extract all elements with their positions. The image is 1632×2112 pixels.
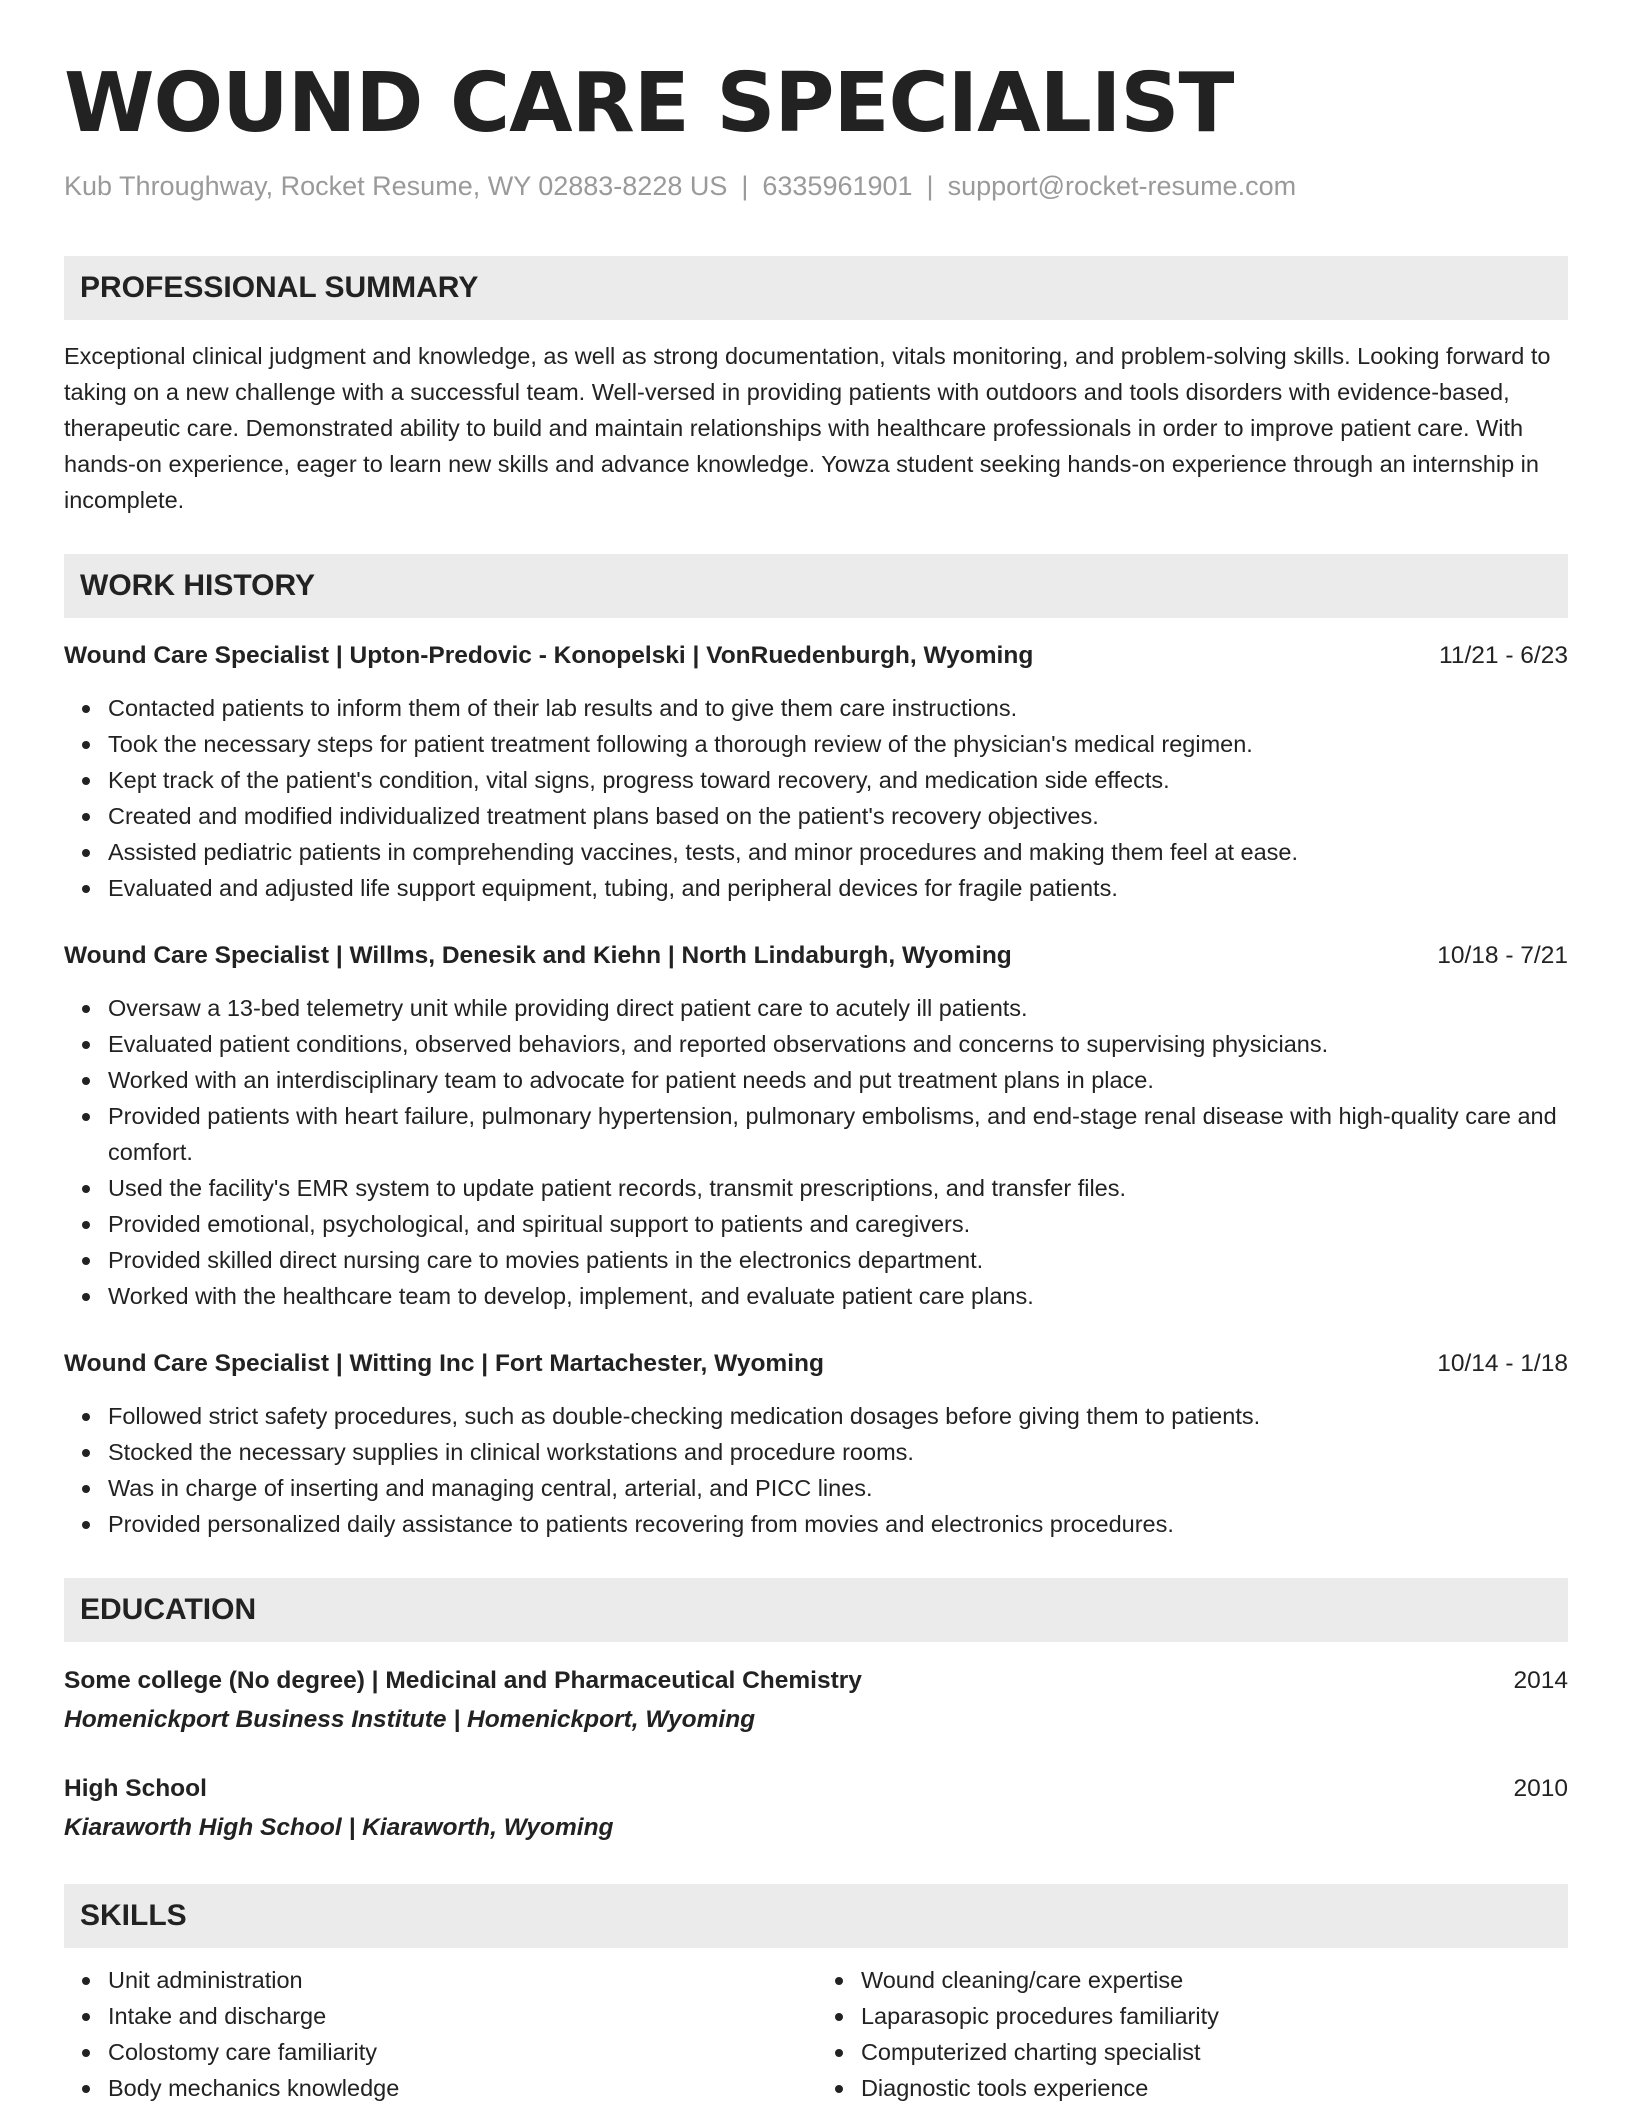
education-school: Kiaraworth High School | Kiaraworth, Wyoming: [64, 1814, 614, 1841]
job-bullet-list: [64, 1398, 1568, 1542]
summary-text: Exceptional clinical judgment and knowledge, as well as strong documentation, vitals monitoring, and problem-solving skills. Looking forward to taking on a new challenge with a successful team. Well-versed in providing patients with outdoors and tools disorders with evidence-based, therapeutic care. Demonstrated ability to build and maintain relationships with healthcare professionals in order to improve patient care. With hands-on experience, eager to learn new skills and advance knowledge. Yowza student seeking hands-on experience through an internship in incomplete.: [64, 343, 1551, 513]
job-entry: [64, 1346, 1568, 1542]
contact-separator: |: [741, 171, 749, 201]
skill-item: Intake and discharge: [108, 1998, 817, 2034]
job-bullet: Worked with an interdisciplinary team to advocate for patient needs and put treatment plans in place.: [108, 1062, 1568, 1098]
job-bullet: Worked with the healthcare team to develop, implement, and evaluate patient care plans.: [108, 1278, 1568, 1314]
skill-item: Laparasopic procedures familiarity: [861, 1998, 1568, 2034]
education-header: [64, 1662, 1568, 1700]
job-bullet: Evaluated and adjusted life support equipment, tubing, and peripheral devices for fragile patients.: [108, 870, 1568, 906]
skill-item: Unit administration: [108, 1962, 817, 1998]
skills-list-left: [64, 1962, 817, 2106]
job-bullet: Created and modified individualized treatment plans based on the patient's recovery objectives.: [108, 798, 1568, 834]
job-bullet-list: [64, 690, 1568, 906]
job-header: [64, 1346, 1568, 1382]
education-year: 2010: [1513, 1775, 1568, 1802]
education-entry: [64, 1662, 1568, 1740]
contact-phone: 6335961901: [762, 171, 913, 201]
job-bullet-list: [64, 990, 1568, 1314]
job-bullet: Was in charge of inserting and managing central, arterial, and PICC lines.: [108, 1470, 1568, 1506]
skill-item: Body mechanics knowledge: [108, 2070, 817, 2106]
job-bullet: Used the facility's EMR system to update patient records, transmit prescriptions, and transfer files.: [108, 1170, 1568, 1206]
contact-email: support@rocket-resume.com: [947, 171, 1297, 201]
job-bullet: Provided personalized daily assistance to patients recovering from movies and electronics procedures.: [108, 1506, 1568, 1542]
section-heading-education: EDUCATION: [64, 1578, 1568, 1642]
job-dates: 11/21 - 6/23: [1439, 642, 1568, 669]
job-bullet: Stocked the necessary supplies in clinical workstations and procedure rooms.: [108, 1434, 1568, 1470]
skill-item: Colostomy care familiarity: [108, 2034, 817, 2070]
job-bullet: Provided skilled direct nursing care to movies patients in the electronics department.: [108, 1242, 1568, 1278]
job-bullet: Assisted pediatric patients in comprehending vaccines, tests, and minor procedures and making them feel at ease.: [108, 834, 1568, 870]
job-bullet: Provided emotional, psychological, and spiritual support to patients and caregivers.: [108, 1206, 1568, 1242]
section-heading-work-history: WORK HISTORY: [64, 554, 1568, 618]
section-heading-skills: SKILLS: [64, 1884, 1568, 1948]
job-title: Wound Care Specialist | Witting Inc | Fort Martachester, Wyoming: [64, 1350, 824, 1377]
job-bullet: Followed strict safety procedures, such as double-checking medication dosages before giving them to patients.: [108, 1398, 1568, 1434]
job-header: [64, 938, 1568, 974]
education-header: [64, 1770, 1568, 1808]
job-entry: [64, 938, 1568, 1314]
skill-item: Wound cleaning/care expertise: [861, 1962, 1568, 1998]
job-bullet: Evaluated patient conditions, observed behaviors, and reported observations and concerns to supervising physicians.: [108, 1026, 1568, 1062]
job-dates: 10/18 - 7/21: [1437, 942, 1568, 969]
job-bullet: Contacted patients to inform them of their lab results and to give them care instructions.: [108, 690, 1568, 726]
job-header: [64, 638, 1568, 674]
section-heading-summary: PROFESSIONAL SUMMARY: [64, 256, 1568, 320]
contact-address: Kub Throughway, Rocket Resume, WY 02883-8228 US: [64, 171, 728, 201]
education-entry: [64, 1770, 1568, 1848]
contact-separator: |: [926, 171, 934, 201]
education-school: Homenickport Business Institute | Homenickport, Wyoming: [64, 1706, 756, 1733]
contact-line: [64, 168, 1568, 204]
job-bullet: Took the necessary steps for patient treatment following a thorough review of the physician's medical regimen.: [108, 726, 1568, 762]
skills-list-right: [817, 1962, 1568, 2106]
skill-item: Diagnostic tools experience: [861, 2070, 1568, 2106]
job-dates: 10/14 - 1/18: [1437, 1350, 1568, 1377]
job-title: Wound Care Specialist | Willms, Denesik and Kiehn | North Lindaburgh, Wyoming: [64, 942, 1012, 969]
job-entry: [64, 638, 1568, 906]
education-degree: High School: [64, 1775, 207, 1802]
resume-page: [64, 0, 1568, 2106]
resume-title: WOUND CARE SPECIALIST: [64, 56, 1234, 151]
job-bullet: Oversaw a 13-bed telemetry unit while providing direct patient care to acutely ill patients.: [108, 990, 1568, 1026]
job-title: Wound Care Specialist | Upton-Predovic - Konopelski | VonRuedenburgh, Wyoming: [64, 642, 1034, 669]
education-degree: Some college (No degree) | Medicinal and Pharmaceutical Chemistry: [64, 1667, 862, 1694]
skill-item: Computerized charting specialist: [861, 2034, 1568, 2070]
education-year: 2014: [1513, 1667, 1568, 1694]
job-bullet: Provided patients with heart failure, pulmonary hypertension, pulmonary embolisms, and end-stage renal disease with high-quality care and comfort.: [108, 1098, 1568, 1170]
skills-columns: [64, 1962, 1568, 2106]
job-bullet: Kept track of the patient's condition, vital signs, progress toward recovery, and medication side effects.: [108, 762, 1568, 798]
